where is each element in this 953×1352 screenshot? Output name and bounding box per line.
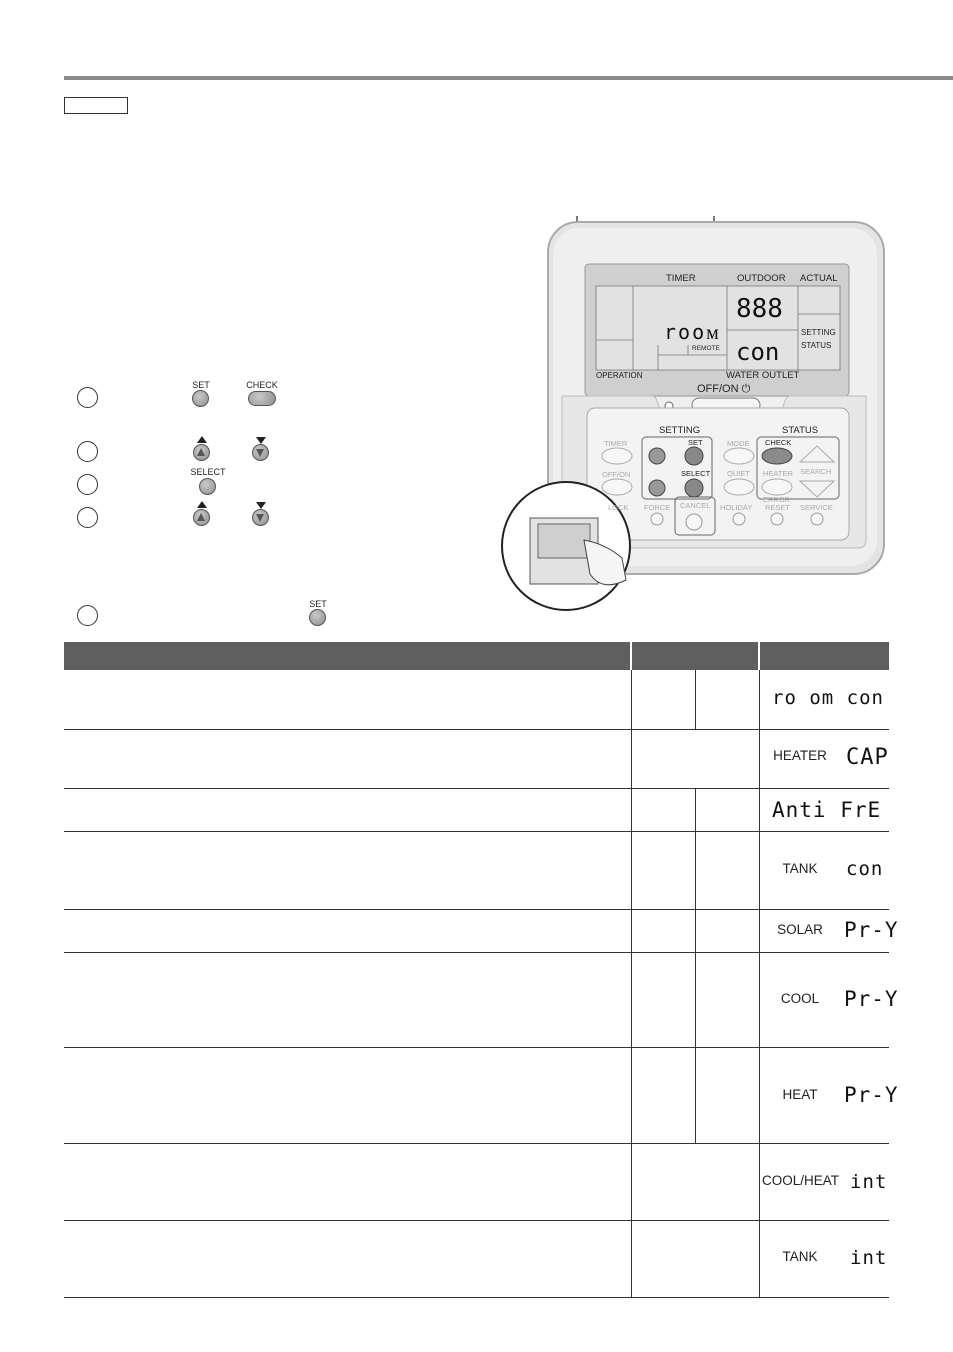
lcd-operation-label: OPERATION — [596, 371, 643, 380]
set-button-label: SET — [309, 599, 327, 609]
offon-label — [697, 383, 750, 396]
select-key-label: SELECT — [681, 469, 711, 478]
row-8-display: int — [850, 1171, 888, 1193]
service-button[interactable]: SERVICE — [800, 503, 833, 512]
row-8-label: COOL/HEAT — [762, 1173, 840, 1188]
offon-text: OFF/ON — [697, 383, 739, 395]
offon-key[interactable]: OFF/ON — [602, 470, 631, 479]
set-key-label: SET — [688, 438, 703, 447]
row-9-label: TANK — [782, 1249, 818, 1264]
lcd-setting-label: SETTING — [801, 328, 836, 337]
lcd-con-readout: con — [736, 338, 780, 366]
power-icon: ⏻ — [741, 383, 751, 395]
row-3-display: Anti FrE — [772, 798, 882, 822]
check-key-label: CHECK — [765, 438, 792, 447]
lcd-remote-label: REMOTE — [692, 345, 720, 352]
lcd-status-label: STATUS — [801, 341, 832, 350]
row-7-display: Pr-Y — [844, 1083, 899, 1107]
quiet-button[interactable]: QUIET — [727, 469, 750, 478]
row-4-label: TANK — [782, 861, 818, 876]
reset-button[interactable]: RESET — [765, 503, 791, 512]
holiday-button[interactable]: HOLIDAY — [720, 503, 753, 512]
lock-button[interactable]: LOCK — [608, 503, 629, 512]
check-button-label: CHECK — [246, 380, 278, 390]
panel-status-label: STATUS — [782, 425, 819, 436]
lcd-timer-label: TIMER — [666, 273, 696, 284]
heater-button[interactable]: HEATER — [763, 469, 793, 478]
row-1-display: ro om con — [772, 687, 884, 709]
lcd-outdoor-label: OUTDOOR — [737, 273, 786, 284]
row-6-label: COOL — [780, 991, 820, 1006]
force-button[interactable]: FORCE — [644, 503, 671, 512]
row-5-label: SOLAR — [777, 922, 823, 937]
mode-button[interactable]: MODE — [727, 439, 750, 448]
row-6-display: Pr-Y — [844, 987, 899, 1011]
select-button-label: SELECT — [190, 467, 226, 477]
table-header — [64, 642, 889, 670]
row-9-display: int — [850, 1247, 888, 1269]
timer-button[interactable]: TIMER — [604, 439, 628, 448]
row-7-label: HEAT — [782, 1087, 818, 1102]
error-label: ERROR — [763, 495, 791, 504]
lcd-water-outlet-label: WATER OUTLET — [726, 370, 800, 381]
row-5-display: Pr-Y — [844, 918, 899, 942]
row-4-display: con — [846, 858, 884, 880]
set-button-label: SET — [192, 380, 210, 390]
row-2-display: CAP — [846, 745, 889, 770]
row-2-label: HEATER — [773, 748, 827, 763]
lcd-room-readout: rooᴍ — [664, 320, 721, 344]
lcd-actual-label: ACTUAL — [800, 273, 838, 284]
remote-controller-illustration — [0, 0, 953, 640]
panel-setting-label: SETTING — [659, 425, 701, 436]
search-button[interactable]: SEARCH — [800, 467, 832, 476]
lcd-digits: 888 — [736, 294, 783, 324]
cancel-button[interactable]: CANCEL — [680, 501, 711, 510]
